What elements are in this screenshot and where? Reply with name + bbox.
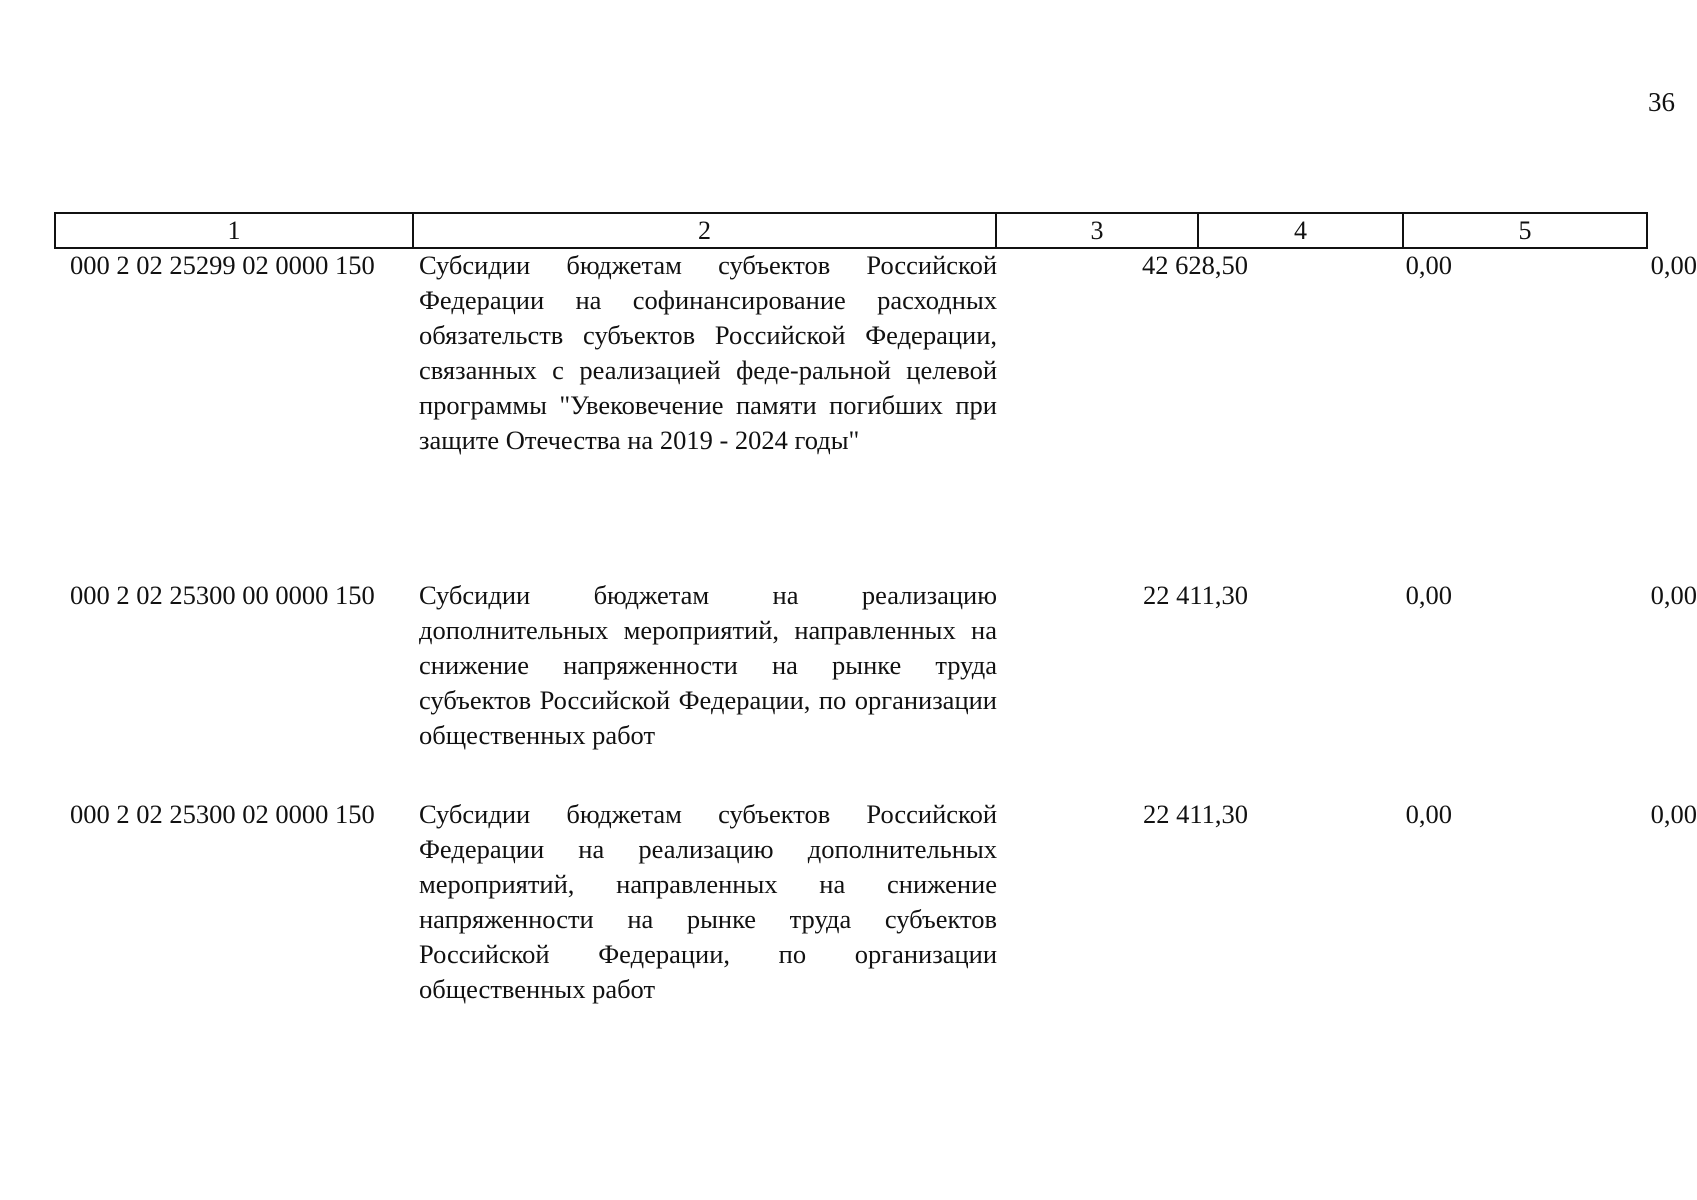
value-column-3: 22 411,30 [1142, 580, 1248, 610]
row-description: Субсидии бюджетам субъектов Российской Федерации на софинансирование расходных обязательств субъектов Российской Федерации, связанных с реализацией феде-ральной целевой программы "Увековечение памяти погибших при защите Отечества на 2019 - 2024 годы" [419, 250, 997, 455]
value-column-3: 22 411,30 [1142, 799, 1248, 829]
value-column-5: 0,00 [1650, 250, 1697, 280]
row-description: Субсидии бюджетам субъектов Российской Федерации на реализацию дополнительных мероприятий, направленных на снижение напряженности на рынке труда субъектов Российской Федерации, по организации общественных работ [419, 799, 997, 1004]
column-header-5: 5 [1403, 213, 1647, 248]
budget-code: 000 2 02 25300 00 0000 150 [70, 580, 375, 610]
column-header-3: 3 [996, 213, 1198, 248]
value-column-4: 0,00 [1405, 250, 1452, 280]
column-header-table [54, 212, 1648, 249]
value-column-5: 0,00 [1650, 799, 1697, 829]
value-column-3: 42 628,50 [1142, 250, 1248, 280]
value-column-4: 0,00 [1405, 580, 1452, 610]
row-description: Субсидии бюджетам на реализацию дополнительных мероприятий, направленных на снижение напряженности на рынке труда субъектов Российской Федерации, по организации общественных работ [419, 580, 997, 750]
budget-code: 000 2 02 25300 02 0000 150 [70, 799, 375, 829]
value-column-5: 0,00 [1650, 580, 1697, 610]
budget-code: 000 2 02 25299 02 0000 150 [70, 250, 375, 280]
page-number: 36 [1648, 87, 1675, 117]
value-column-4: 0,00 [1405, 799, 1452, 829]
column-header-1: 1 [55, 213, 413, 248]
column-header-4: 4 [1198, 213, 1403, 248]
column-header-2: 2 [413, 213, 996, 248]
column-header-row [55, 213, 1647, 248]
